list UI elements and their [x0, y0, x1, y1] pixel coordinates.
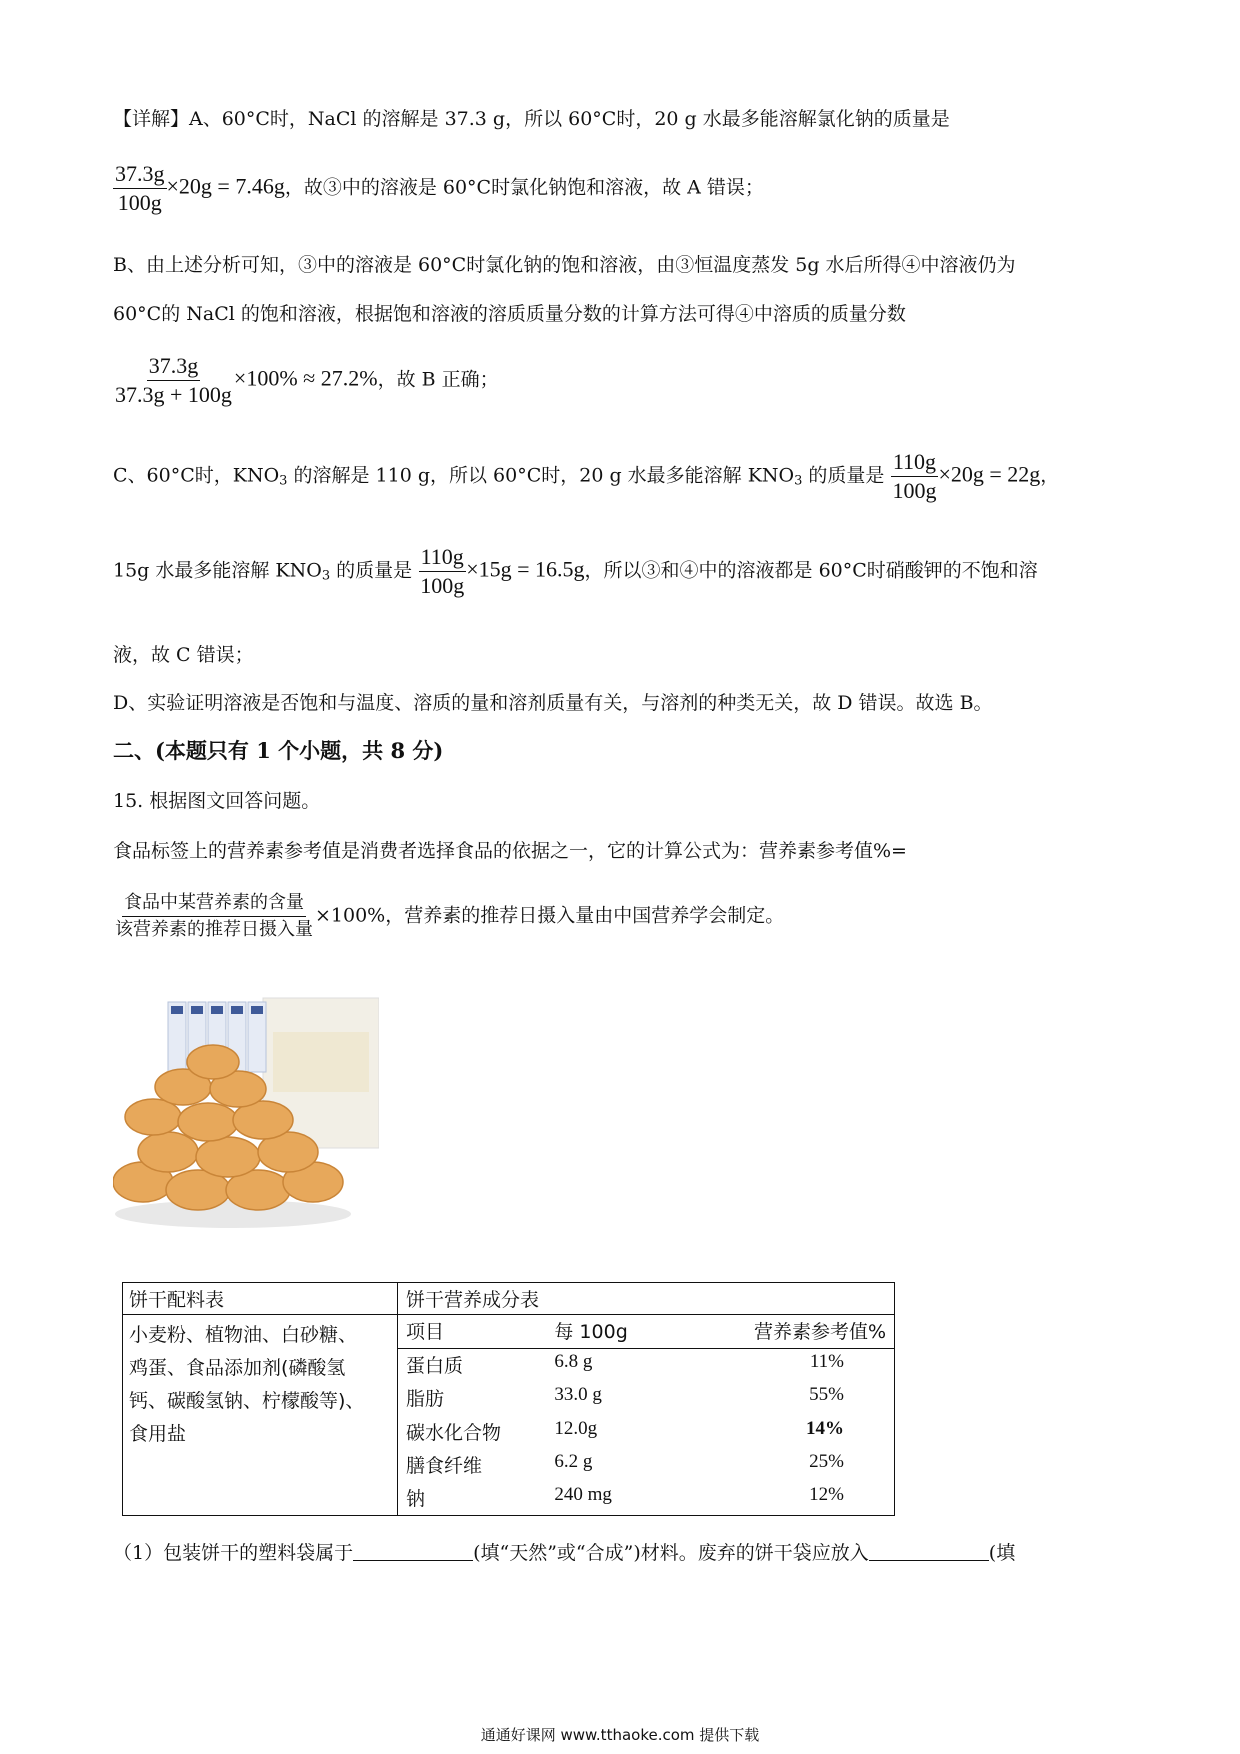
fraction [113, 160, 167, 217]
nutrient-name: 钠 [398, 1482, 547, 1516]
detail-line-c [113, 448, 1059, 505]
column-header: 项目 [398, 1315, 547, 1349]
math-expression: ×20g = 22g [938, 461, 1041, 487]
nutrient-name: 蛋白质 [398, 1349, 547, 1383]
formula-line [113, 890, 784, 943]
page-footer: 通通好课网 www.tthaoke.com 提供下载 [480, 1726, 760, 1744]
fraction-denominator: 37.3g + 100g [115, 382, 232, 407]
fraction-denominator: 100g [420, 573, 465, 598]
answer-blank[interactable] [869, 1542, 989, 1561]
fraction-numerator: 110g [419, 543, 466, 572]
fraction [890, 448, 938, 505]
detail-text: 15g 水最多能溶解 KNO [113, 559, 322, 582]
formula-text: ×100%，营养素的推荐日摄入量由中国营养学会制定。 [315, 904, 785, 927]
question-15: 15. 根据图文回答问题。 [113, 790, 321, 812]
nutrient-reference: 11% [715, 1349, 894, 1383]
question-intro: 食品标签上的营养素参考值是消费者选择食品的依据之一，它的计算公式为：营养素参考值%= [113, 840, 907, 862]
formula-fraction [113, 890, 315, 943]
fraction [418, 543, 466, 600]
nutrient-reference: 55% [715, 1382, 894, 1415]
detail-line-b-calc [113, 352, 499, 409]
detail-line-c3: 液，故 C 错误； [113, 644, 254, 666]
ingredients-header: 饼干配料表 [123, 1283, 398, 1315]
detail-text: 的质量是 [330, 559, 413, 582]
nutrient-amount: 240 mg [546, 1482, 715, 1516]
fraction-denominator: 100g [892, 478, 937, 503]
detail-text: 的质量是 [802, 464, 885, 487]
detail-line-d: D、实验证明溶液是否饱和与温度、溶质的量和溶剂质量有关，与溶剂的种类无关，故 D 错误。故选 B。 [113, 692, 993, 714]
ingredients-list [123, 1315, 398, 1516]
question-text: （1）包装饼干的塑料袋属于 [113, 1542, 354, 1564]
question-1 [113, 1540, 1015, 1566]
nutrient-reference: 25% [715, 1449, 894, 1482]
question-text: (填 [988, 1542, 1016, 1564]
formula-denominator: 该营养素的推荐日摄入量 [115, 919, 313, 940]
nutrient-reference: 14% [715, 1416, 894, 1449]
answer-blank[interactable] [353, 1542, 473, 1561]
detail-line-a: 【详解】A、60°C时，NaCl 的溶解是 37.3 g，所以 60°C时，20 g 水最多能溶解氯化钠的质量是 [113, 108, 950, 130]
biscuit-table [122, 1282, 895, 1516]
detail-text: C、60°C时，KNO [113, 464, 280, 487]
detail-text: ，所以③和④中的溶液都是 60°C时硝酸钾的不饱和溶 [584, 559, 1038, 582]
math-expression: ×15g = 16.5g [466, 556, 585, 582]
nutrient-name: 碳水化合物 [398, 1416, 547, 1449]
nutrient-amount: 33.0 g [554, 1384, 602, 1406]
nutrition-header: 饼干营养成分表 [398, 1283, 895, 1315]
question-text: (填“天然”或“合成”)材料。废弃的饼干袋应放入 [473, 1542, 869, 1564]
section-heading: 二、(本题只有 1 个小题，共 8 分) [113, 738, 444, 763]
nutrient-amount: 6.8 g [554, 1351, 593, 1373]
subscript: 3 [794, 473, 803, 489]
detail-line-b2: 60°C的 NaCl 的饱和溶液，根据饱和溶液的溶质质量分数的计算方法可得④中溶质的质量分数 [113, 303, 906, 325]
math-expression: ×100% ≈ 27.2% [233, 365, 378, 391]
fraction-denominator: 100g [117, 190, 162, 215]
detail-text: ，故③中的溶液是 60°C时氯化钠饱和溶液，故 A 错误； [284, 176, 764, 199]
column-header: 营养素参考值% [715, 1315, 894, 1349]
formula-numerator: 食品中某营养素的含量 [122, 890, 306, 917]
nutrient-name: 脂肪 [398, 1382, 547, 1415]
ingredient-line: 鸡蛋、食品添加剂(磷酸氢 [129, 1357, 346, 1379]
subscript: 3 [321, 568, 331, 584]
fraction-numerator: 37.3g [113, 160, 167, 189]
nutrient-amount: 12.0g [554, 1417, 598, 1439]
nutrient-amount: 6.2 g [554, 1450, 593, 1472]
column-header: 每 100g [546, 1315, 715, 1349]
ingredient-line: 食用盐 [129, 1423, 187, 1445]
detail-text: ， [1040, 464, 1060, 487]
detail-line-a-calc [113, 160, 764, 217]
math-expression: ×20g = 7.46g [166, 173, 285, 199]
detail-text: 的溶解是 110 g，所以 60°C时，20 g 水最多能溶解 KNO [287, 464, 795, 487]
detail-line-b: B、由上述分析可知，③中的溶液是 60°C时氯化钠的饱和溶液，由③恒温度蒸发 5g 水后所得④中溶液仍为 [113, 254, 1016, 276]
fraction [113, 352, 234, 409]
detail-text: ，故 B 正确； [377, 368, 499, 391]
subscript: 3 [279, 473, 288, 489]
fraction-numerator: 37.3g [147, 352, 201, 381]
ingredient-line: 钙、碳酸氢钠、柠檬酸等)、 [129, 1390, 365, 1412]
nutrient-reference: 12% [715, 1482, 894, 1516]
nutrient-name: 膳食纤维 [398, 1449, 547, 1482]
detail-line-c2 [113, 543, 1038, 600]
ingredient-line: 小麦粉、植物油、白砂糖、 [129, 1324, 358, 1346]
cookie-product-photo [113, 992, 379, 1232]
fraction-numerator: 110g [891, 448, 938, 477]
